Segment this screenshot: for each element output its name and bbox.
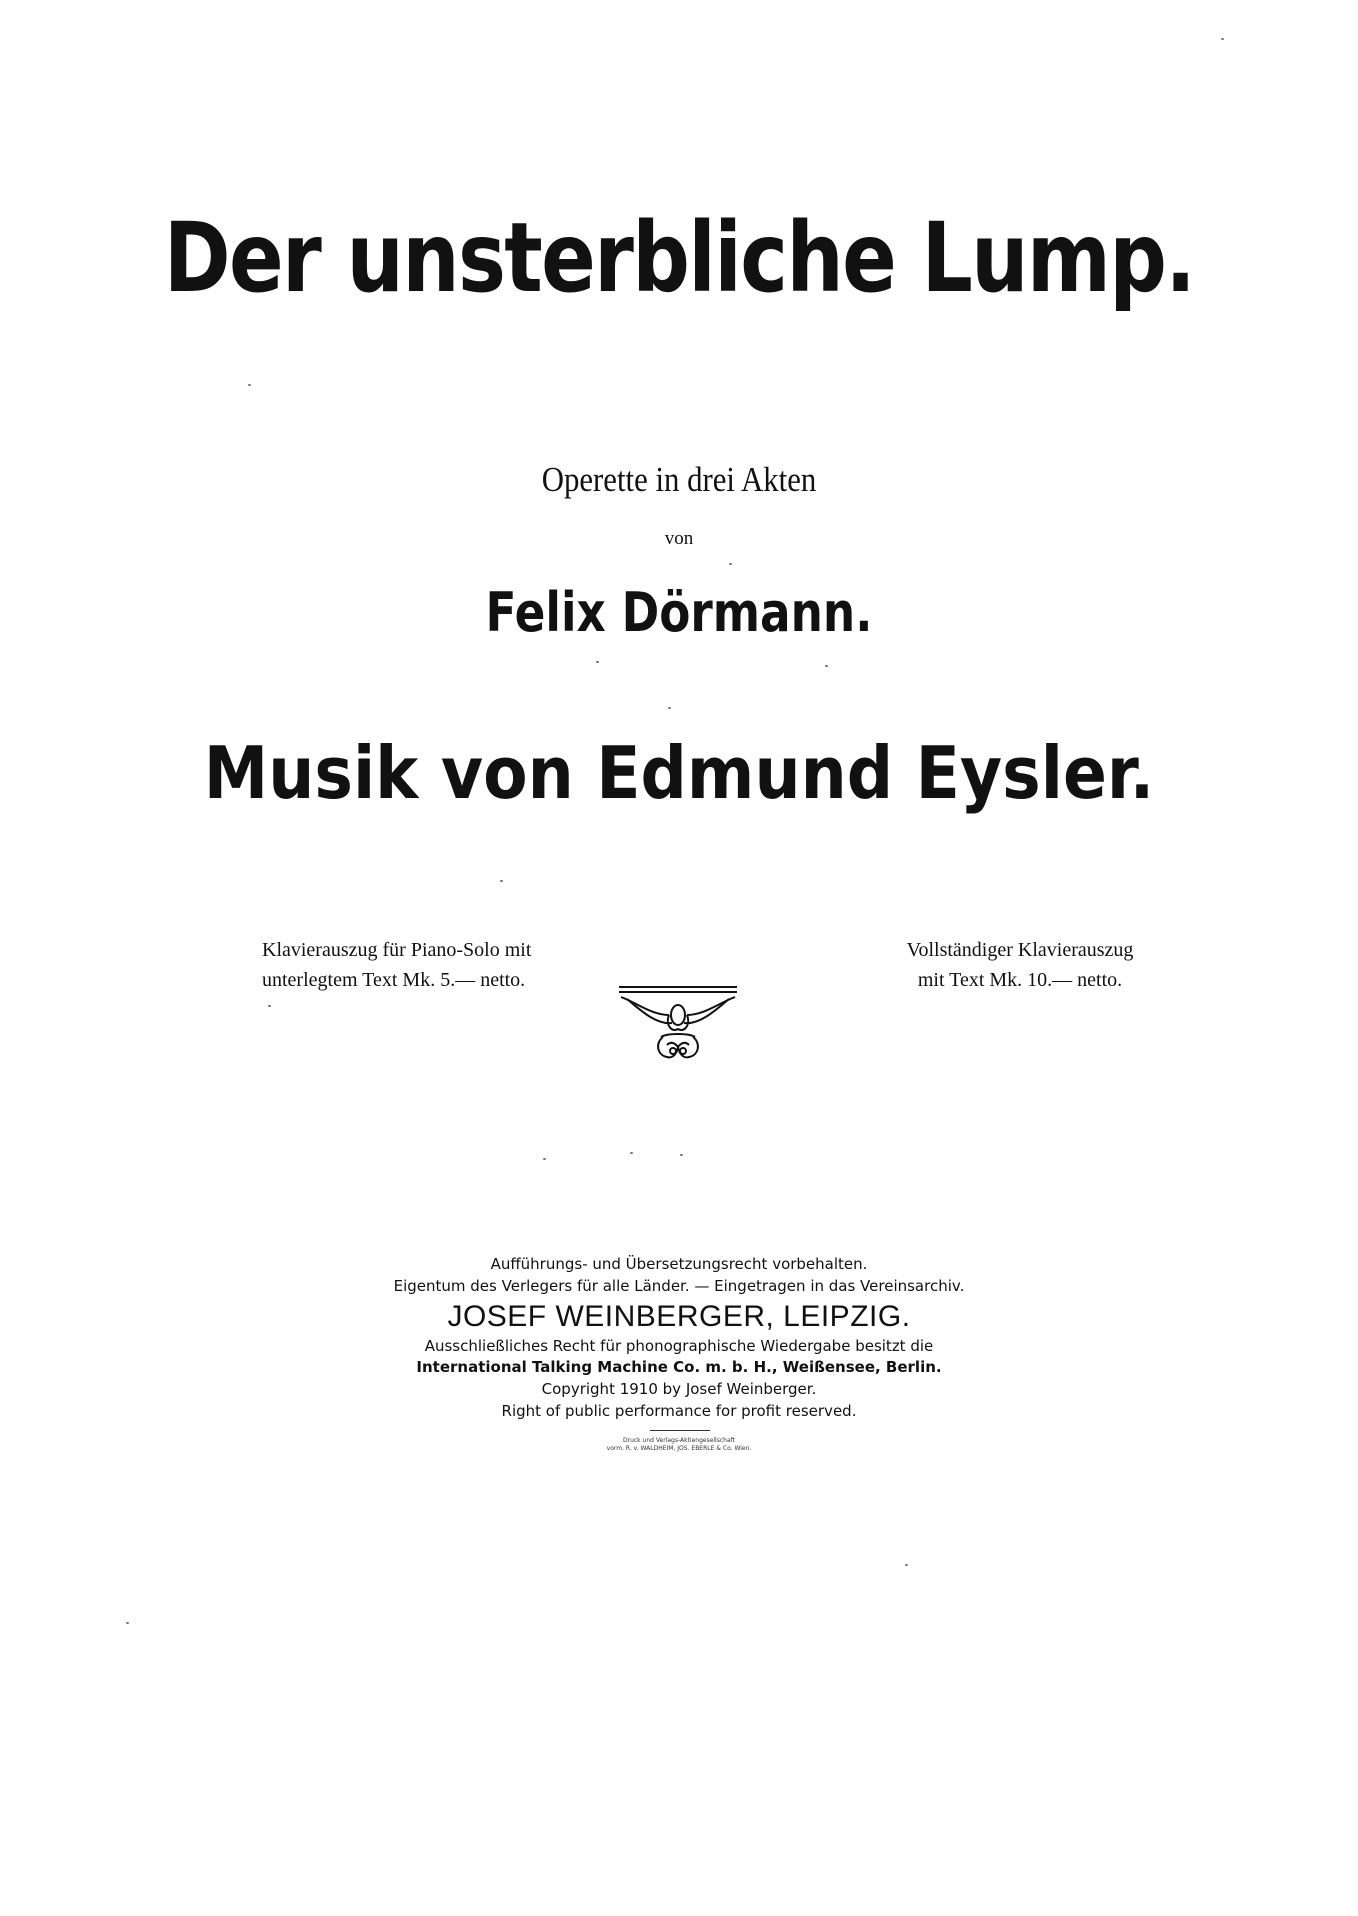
scan-speck xyxy=(630,1152,633,1154)
librettist-name: Felix Dörmann. xyxy=(485,581,873,644)
copyright-line-1: Copyright 1910 by Josef Weinberger. xyxy=(541,1380,817,1398)
von-label: von xyxy=(664,528,694,549)
rights-line-1: Aufführungs- und Übersetzungsrecht vorbehalten. xyxy=(490,1255,868,1273)
printer-line-2: vorm. R. v. WALDHEIM, JOS. EBERLE & Co. Wien. xyxy=(606,1445,752,1452)
scan-speck xyxy=(268,1005,271,1007)
scan-speck xyxy=(596,661,599,663)
divider-rule xyxy=(650,1430,710,1431)
piano-solo-price-line-1: Klavierauszug für Piano-Solo mit xyxy=(262,939,532,961)
publisher-name: JOSEF WEINBERGER, LEIPZIG. xyxy=(447,1300,911,1333)
scan-speck xyxy=(668,707,671,709)
scan-speck xyxy=(126,1622,129,1624)
phonographic-line-1: Ausschließliches Recht für phonographische Wiedergabe besitzt die xyxy=(424,1337,934,1355)
phonographic-line-2: International Talking Machine Co. m. b. H., Weißensee, Berlin. xyxy=(416,1358,942,1376)
scan-speck xyxy=(825,665,828,667)
scan-speck xyxy=(500,880,503,882)
phonographic-rights xyxy=(0,1336,1358,1378)
scan-speck xyxy=(1221,38,1224,40)
full-score-price-line-1: Vollständiger Klavierauszug xyxy=(906,939,1134,961)
composer-line: Musik von Edmund Eysler. xyxy=(203,731,1155,815)
scan-speck xyxy=(543,1158,546,1160)
printer-line-1: Druck und Verlags-Aktiengesellschaft xyxy=(622,1437,735,1444)
page-title: Der unsterbliche Lump. xyxy=(163,202,1195,314)
scan-speck xyxy=(680,1154,683,1156)
subtitle: Operette in drei Akten xyxy=(541,460,817,499)
full-score-price xyxy=(880,935,1160,995)
scan-speck xyxy=(905,1564,908,1566)
copyright-notice xyxy=(0,1378,1358,1422)
rights-notice xyxy=(0,1253,1358,1297)
ornament-vignette xyxy=(617,985,739,1065)
scan-speck xyxy=(248,384,251,386)
copyright-line-2: Right of public performance for profit reserved. xyxy=(501,1402,857,1420)
printer-imprint xyxy=(0,1437,1358,1453)
scan-speck xyxy=(729,563,732,565)
piano-solo-price-line-2: unterlegtem Text Mk. 5.— netto. xyxy=(262,969,526,991)
full-score-price-line-2: mit Text Mk. 10.— netto. xyxy=(917,969,1123,991)
piano-solo-price xyxy=(262,935,582,995)
rights-line-2: Eigentum des Verlegers für alle Länder. — Eingetragen in das Vereinsarchiv. xyxy=(393,1277,965,1295)
